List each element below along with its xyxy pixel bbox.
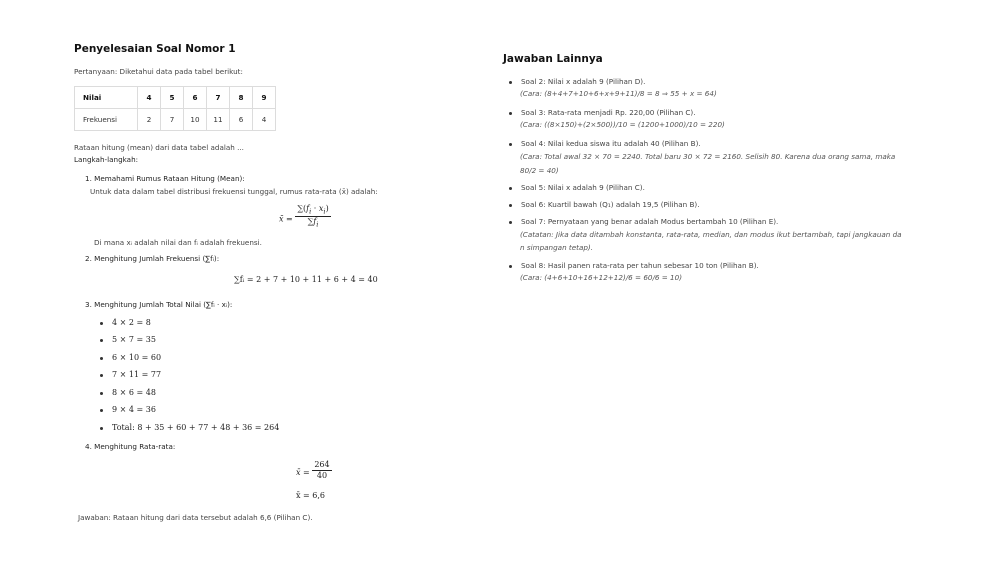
table-cell: 10	[184, 109, 207, 131]
table-header-cell: 9	[253, 87, 276, 109]
mean-formula: x̄ = $\frac{\sum(f_i \cdot x_i)}{\sum f_i}$	[279, 204, 329, 229]
step4-title: 4. Menghitung Rata-rata:	[85, 442, 176, 451]
table-cell: 11	[207, 109, 230, 131]
list-item: 6 × 10 = 60	[100, 353, 161, 362]
list-item: 4 × 2 = 8	[100, 318, 151, 327]
other-answers-title: Jawaban Lainnya	[503, 53, 603, 65]
step1-title: 1. Memahami Rumus Rataan Hitung (Mean):	[85, 174, 245, 183]
answer-note: (Cara: (4+6+10+16+12+12)/6 = 60/6 = 10)	[520, 273, 683, 282]
list-item: Total: 8 + 35 + 60 + 77 + 48 + 36 = 264	[100, 423, 279, 432]
table-header-cell: 8	[230, 87, 253, 109]
solution-title: Penyelesaian Soal Nomor 1	[74, 43, 236, 55]
table-header-cell: Nilai	[75, 87, 138, 109]
data-table	[74, 86, 276, 131]
answer-note-continued: 80/2 = 40)	[520, 166, 559, 175]
table-header-cell: 7	[207, 87, 230, 109]
list-item: 8 × 6 = 48	[100, 388, 156, 397]
mean-fraction: x̄ = $\frac{264}{40}$	[296, 460, 330, 480]
steps-label: Langkah-langkah:	[74, 155, 139, 164]
final-answer: Jawaban: Rataan hitung dari data tersebut adalah 6,6 (Pilihan C).	[78, 513, 313, 522]
table-cell: 2	[138, 109, 161, 131]
step2-title: 2. Menghitung Jumlah Frekuensi (∑fᵢ):	[85, 254, 220, 263]
list-item: Soal 3: Rata-rata menjadi Rp. 220,00 (Pilihan C).	[509, 108, 696, 117]
list-item: Soal 6: Kuartil bawah (Q₁) adalah 19,5 (Pilihan B).	[509, 200, 700, 209]
table-header-cell: 5	[161, 87, 184, 109]
answer-note: (Cara: ((8×150)+(2×500))/10 = (1200+1000)/10 = 220)	[520, 120, 725, 129]
question-text: Pertanyaan: Diketahui data pada tabel berikut:	[74, 67, 243, 76]
answer-note: (Catatan: Jika data ditambah konstanta, rata-rata, median, dan modus ikut bertambah, tapi jangkauan da	[520, 230, 902, 239]
list-item: Soal 4: Nilai kedua siswa itu adalah 40 (Pilihan B).	[509, 139, 701, 148]
list-item: 5 × 7 = 35	[100, 335, 156, 344]
step3-title: 3. Menghitung Jumlah Total Nilai (∑fᵢ · xᵢ):	[85, 300, 233, 309]
answer-note: (Cara: (8+4+7+10+6+x+9+11)/8 = 8 ⇒ 55 + x = 64)	[520, 89, 717, 98]
prompt-text: Rataan hitung (mean) dari data tabel adalah ...	[74, 143, 244, 152]
table-cell: 7	[161, 109, 184, 131]
list-item: 9 × 4 = 36	[100, 405, 156, 414]
step1-text: Untuk data dalam tabel distribusi frekuensi tunggal, rumus rata-rata (x̄) adalah:	[90, 187, 378, 196]
table-cell: Frekuensi	[75, 109, 138, 131]
table-header-row	[75, 87, 276, 109]
list-item: Soal 5: Nilai x adalah 9 (Pilihan C).	[509, 183, 645, 192]
list-item: 7 × 11 = 77	[100, 370, 161, 379]
mean-result: x̄ = 6,6	[296, 491, 326, 500]
answer-note: (Cara: Total awal 32 × 70 = 2240. Total baru 30 × 72 = 2160. Selisih 80. Karena dua orang sama, maka	[520, 152, 896, 161]
table-header-cell: 4	[138, 87, 161, 109]
step1-note: Di mana xᵢ adalah nilai dan fᵢ adalah frekuensi.	[94, 238, 262, 247]
answer-note-continued: n simpangan tetap).	[520, 243, 594, 252]
table-row	[75, 109, 276, 131]
list-item: Soal 2: Nilai x adalah 9 (Pilihan D).	[509, 77, 645, 86]
table-cell: 6	[230, 109, 253, 131]
table-header-cell: 6	[184, 87, 207, 109]
sum-frequency-formula: ∑fᵢ = 2 + 7 + 10 + 11 + 6 + 4 = 40	[234, 275, 378, 284]
list-item: Soal 8: Hasil panen rata-rata per tahun sebesar 10 ton (Pilihan B).	[509, 261, 759, 270]
list-item: Soal 7: Pernyataan yang benar adalah Modus bertambah 10 (Pilihan E).	[509, 217, 778, 226]
table-cell: 4	[253, 109, 276, 131]
